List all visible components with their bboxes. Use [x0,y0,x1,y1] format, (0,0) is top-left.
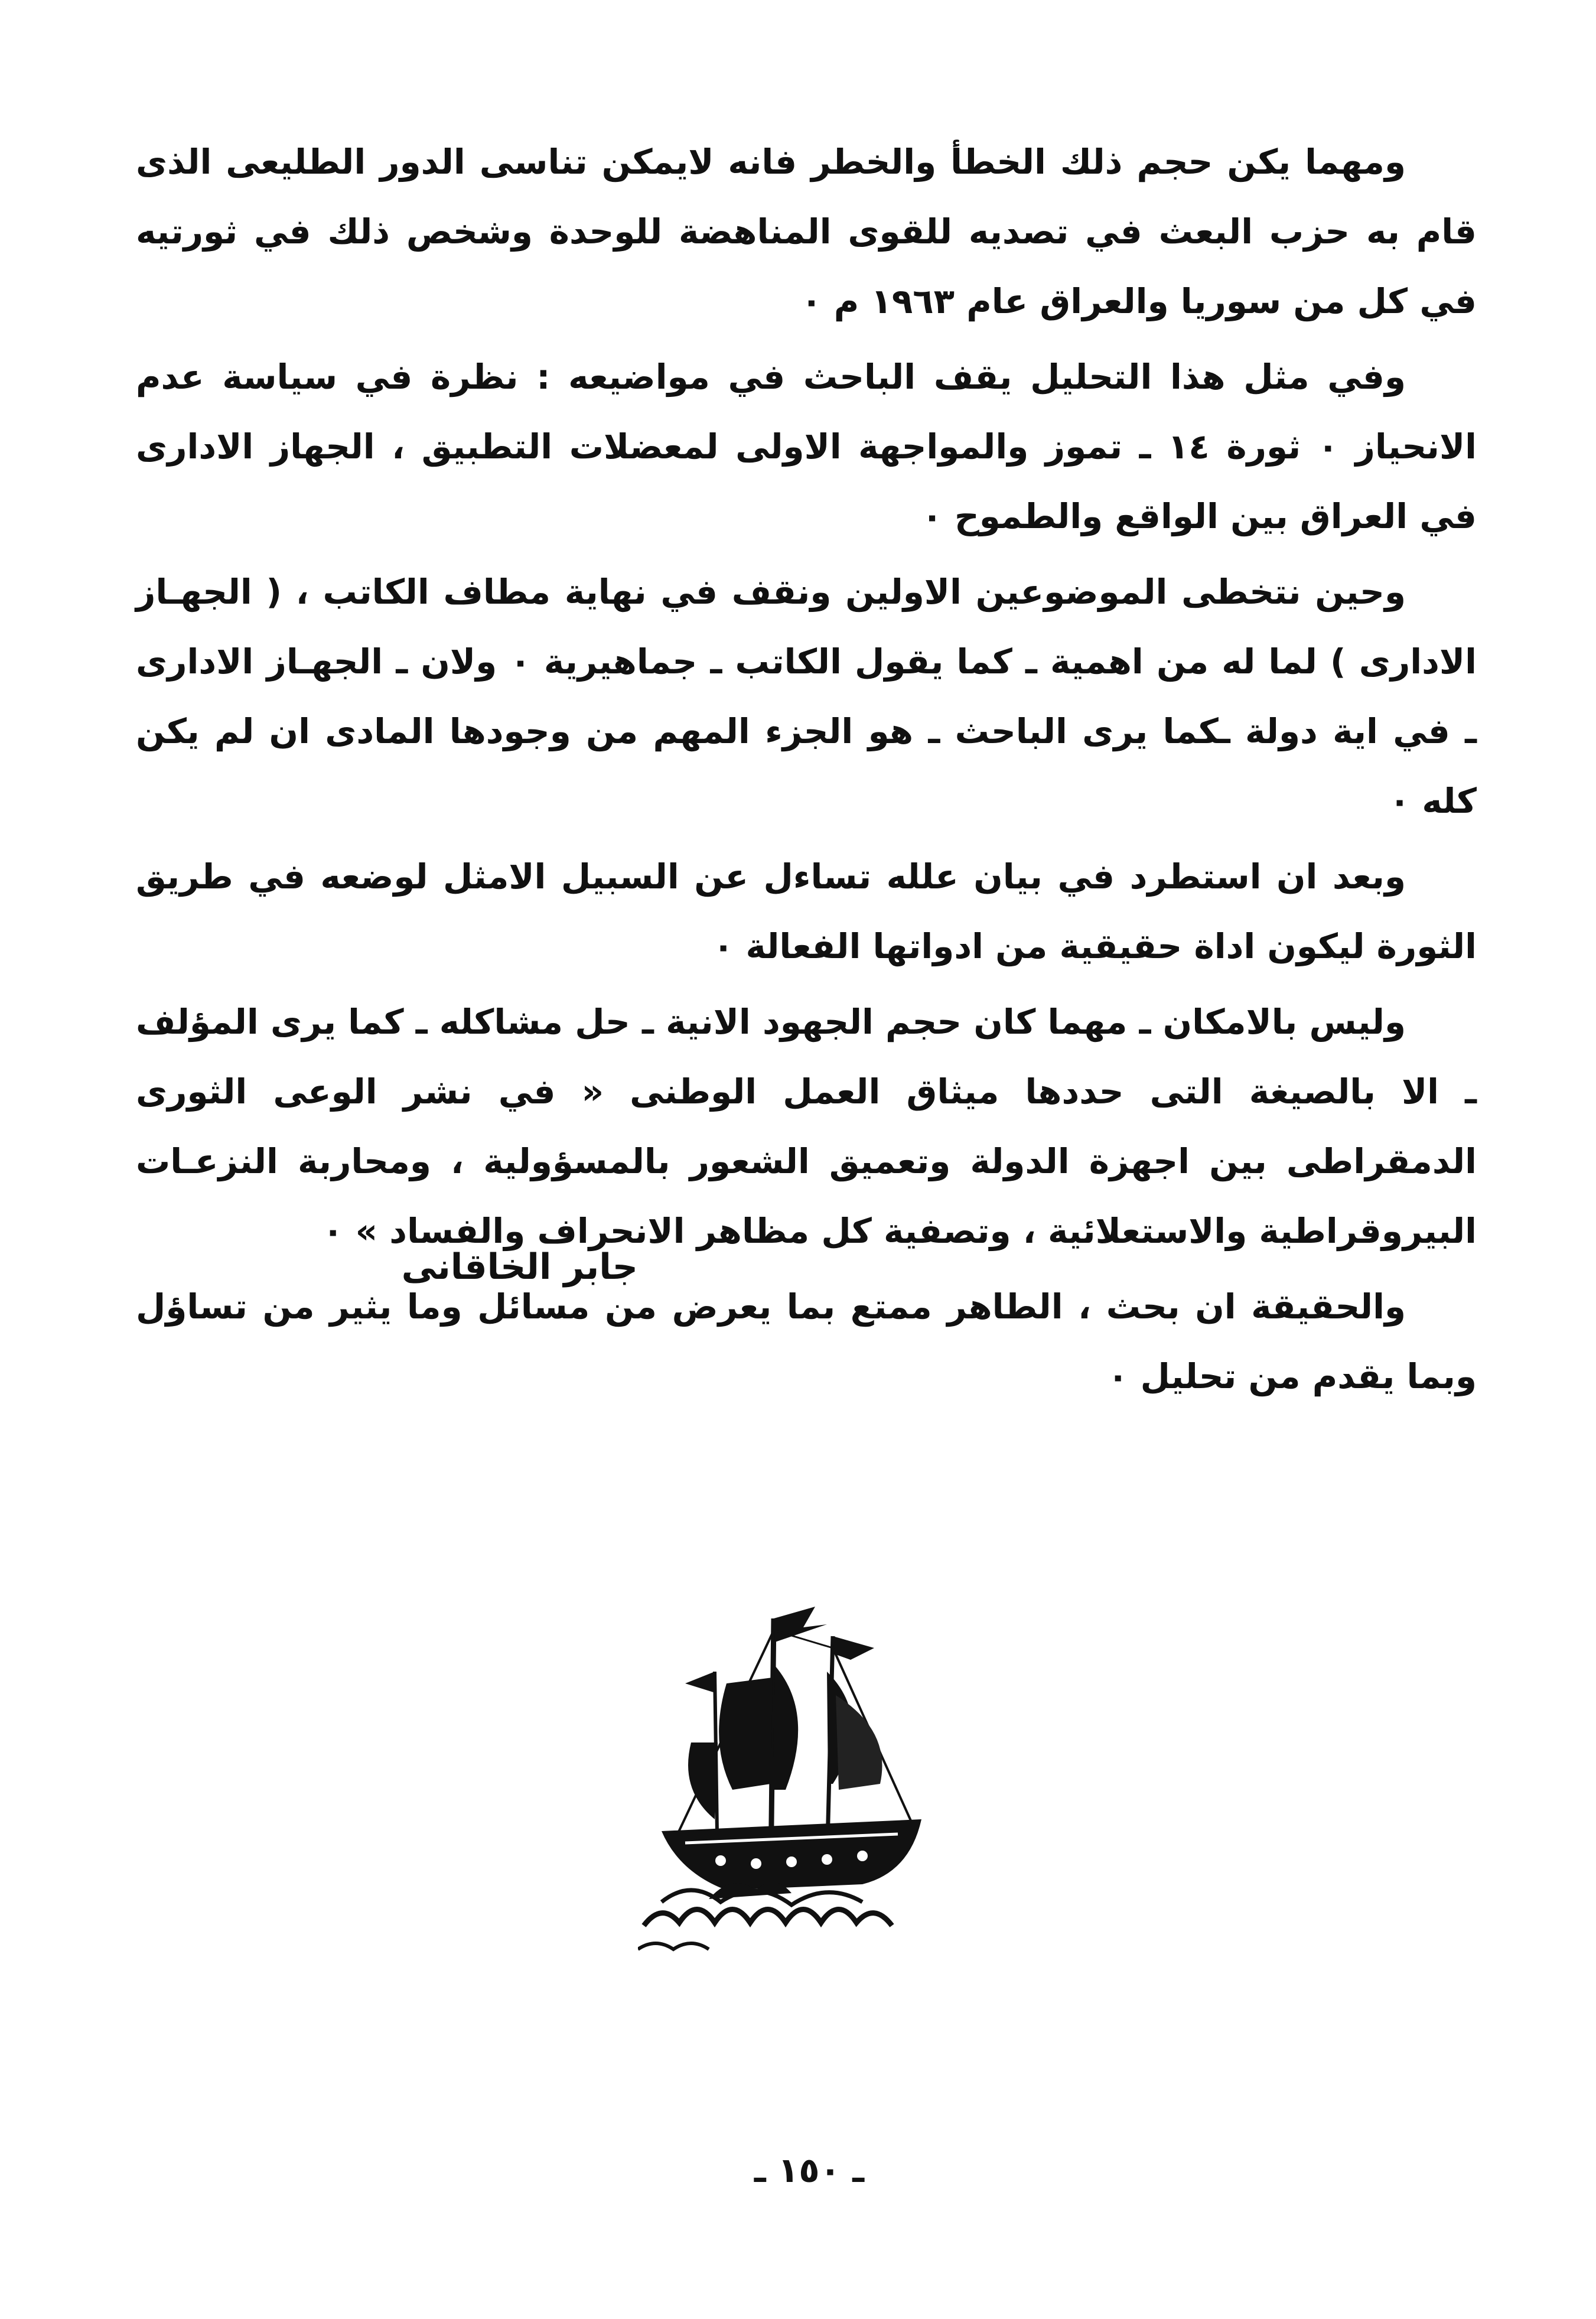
paragraph-1: ومهما يكن حجم ذلك الخطأ والخطر فانه لايمكن تناسى الدور الطليعى الذى قام به حزب البعث في تصديه للقوى المناهضة للوحدة وشخص ذلك في ثورتيه في كل من سوريا والعراق عام ١٩٦٣ م ٠ [136,142,1477,321]
sailing-ship-icon [638,1595,957,1961]
paragraph-5: وليس بالامكان ـ مهما كان حجم الجهود الانية ـ حل مشاكله ـ كما يرى المؤلف ـ الا بالصيغة التى حددها ميثاق العمل الوطنى « في نشر الوعى الثورى الدمقراطى بين اجهزة الدولة وتعميق الشعور بالمسؤولية ، ومحاربة النزعـات البيروقراطية والاستعلائية ، وتصفية كل مظاهر الانحراف والفساد » ٠ [136,1002,1477,1251]
author-signature: جابر الخاقانى [401,1246,638,1288]
page-number: ـ ١٥٠ ـ [754,2150,865,2190]
paragraph-6: والحقيقة ان بحث ، الطاهر ممتع بما يعرض من مسائل وما يثير من تساؤل وبما يقدم من تحليل ٠ [136,1286,1477,1396]
paragraph-4: وبعد ان استطرد في بيان علله تساءل عن السبيل الامثل لوضعه في طريق الثورة ليكون اداة حقيقية من ادواتها الفعالة ٠ [136,856,1477,966]
paragraph-2: وفي مثل هذا التحليل يقف الباحث في مواضيعه : نظرة في سياسة عدم الانحياز ٠ ثورة ١٤ ـ تموز والمواجهة الاولى لمعضلات التطبيق ، الجهاز الادارى في العراق بين الواقع والطموح ٠ [136,357,1477,536]
body-text [136,127,1477,1417]
paragraph-3: وحين نتخطى الموضوعين الاولين ونقف في نهاية مطاف الكاتب ، ( الجهـاز الادارى ) لما له من اهمية ـ كما يقول الكاتب ـ جماهيرية ٠ ولان ـ الجهـاز الادارى ـ في اية دولة ـكما يرى الباحث ـ هو الجزء المهم من وجودها المادى ان لم يكن كله ٠ [136,572,1477,821]
